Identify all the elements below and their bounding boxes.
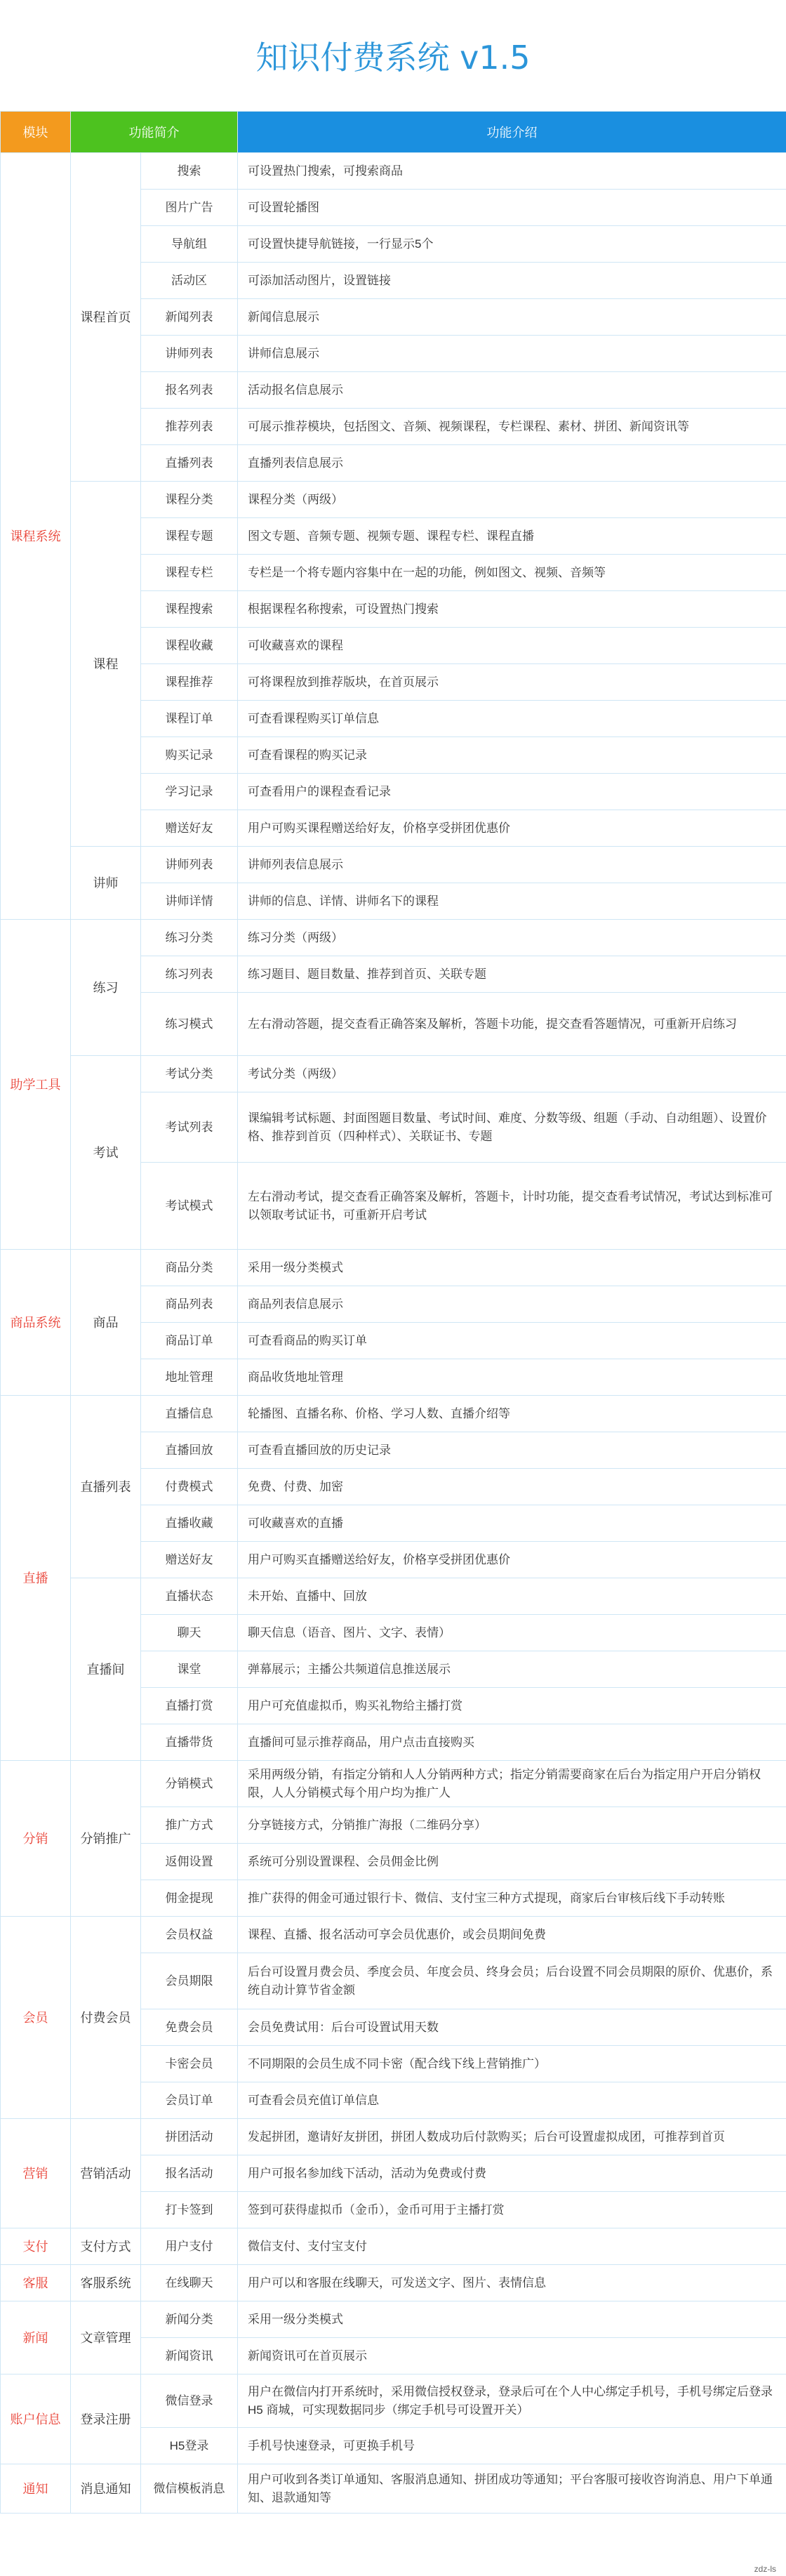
feature-description-cell: 用户可充值虚拟币，购买礼物给主播打赏 xyxy=(238,1688,786,1724)
module-cell: 直播 xyxy=(1,1396,71,1761)
feature-description-cell: 推广获得的佣金可通过银行卡、微信、支付宝三种方式提现，商家后台审核后线下手动转账 xyxy=(238,1880,786,1917)
table-row xyxy=(1,2265,786,2301)
feature-description-cell: 可查看课程购买订单信息 xyxy=(238,701,786,737)
feature-description-cell: 签到可获得虚拟币（金币），金币可用于主播打赏 xyxy=(238,2192,786,2228)
feature-name-cell: 会员期限 xyxy=(141,1953,238,2009)
feature-description-cell: 可查看用户的课程查看记录 xyxy=(238,774,786,810)
table-row xyxy=(1,920,786,956)
feature-name-cell: 直播列表 xyxy=(141,445,238,482)
table-row xyxy=(1,847,786,883)
table-body xyxy=(1,153,786,2514)
feature-description-cell: 用户可报名参加线下活动，活动为免费或付费 xyxy=(238,2155,786,2192)
feature-description-cell: 采用一级分类模式 xyxy=(238,2301,786,2338)
feature-name-cell: 付费模式 xyxy=(141,1469,238,1505)
feature-description-cell: 课程、直播、报名活动可享会员优惠价，或会员期间免费 xyxy=(238,1917,786,1953)
feature-description-cell: 手机号快速登录，可更换手机号 xyxy=(238,2428,786,2464)
group-cell: 消息通知 xyxy=(71,2464,141,2514)
table-row xyxy=(1,2301,786,2338)
feature-table xyxy=(0,111,786,2514)
feature-name-cell: 新闻资讯 xyxy=(141,2338,238,2374)
feature-description-cell: 会员免费试用：后台可设置试用天数 xyxy=(238,2009,786,2046)
feature-name-cell: 打卡签到 xyxy=(141,2192,238,2228)
feature-name-cell: 会员订单 xyxy=(141,2082,238,2119)
table-row xyxy=(1,482,786,518)
module-cell: 支付 xyxy=(1,2228,71,2265)
module-cell: 通知 xyxy=(1,2464,71,2514)
group-cell: 直播列表 xyxy=(71,1396,141,1578)
feature-name-cell: 直播带货 xyxy=(141,1724,238,1761)
feature-description-cell: 根据课程名称搜索，可设置热门搜索 xyxy=(238,591,786,628)
feature-name-cell: 赠送好友 xyxy=(141,810,238,847)
feature-name-cell: 商品订单 xyxy=(141,1323,238,1359)
module-cell: 账户信息 xyxy=(1,2374,71,2464)
feature-description-cell: 用户可购买直播赠送给好友，价格享受拼团优惠价 xyxy=(238,1542,786,1578)
feature-name-cell: 免费会员 xyxy=(141,2009,238,2046)
group-cell: 直播间 xyxy=(71,1578,141,1761)
feature-name-cell: 课程专题 xyxy=(141,518,238,555)
feature-name-cell: 新闻分类 xyxy=(141,2301,238,2338)
feature-name-cell: 考试列表 xyxy=(141,1092,238,1163)
feature-name-cell: 考试模式 xyxy=(141,1163,238,1250)
table-row xyxy=(1,1056,786,1092)
feature-description-cell: 可将课程放到推荐版块，在首页展示 xyxy=(238,664,786,701)
feature-description-cell: 发起拼团，邀请好友拼团，拼团人数成功后付款购买；后台可设置虚拟成团，可推荐到首页 xyxy=(238,2119,786,2155)
feature-name-cell: 讲师详情 xyxy=(141,883,238,920)
module-cell: 助学工具 xyxy=(1,920,71,1250)
feature-name-cell: 课程推荐 xyxy=(141,664,238,701)
feature-description-cell: 可展示推荐模块，包括图文、音频、视频课程，专栏课程、素材、拼团、新闻资讯等 xyxy=(238,409,786,445)
feature-name-cell: 商品列表 xyxy=(141,1286,238,1323)
page-title-bar xyxy=(0,0,786,111)
feature-description-cell: 直播列表信息展示 xyxy=(238,445,786,482)
group-cell: 课程首页 xyxy=(71,153,141,482)
watermark: zdz-ls xyxy=(754,2564,776,2574)
feature-description-cell: 用户可以和客服在线聊天，可发送文字、图片、表情信息 xyxy=(238,2265,786,2301)
module-cell: 商品系统 xyxy=(1,1250,71,1396)
feature-name-cell: 直播信息 xyxy=(141,1396,238,1432)
feature-name-cell: 佣金提现 xyxy=(141,1880,238,1917)
feature-description-cell: 分享链接方式，分销推广海报（二维码分享） xyxy=(238,1807,786,1844)
feature-name-cell: 搜索 xyxy=(141,153,238,190)
feature-description-cell: 可查看直播回放的历史记录 xyxy=(238,1432,786,1469)
feature-name-cell: 课程订单 xyxy=(141,701,238,737)
feature-name-cell: 课程专栏 xyxy=(141,555,238,591)
feature-name-cell: 购买记录 xyxy=(141,737,238,774)
feature-name-cell: 讲师列表 xyxy=(141,847,238,883)
feature-description-cell: 可设置轮播图 xyxy=(238,190,786,226)
module-cell: 会员 xyxy=(1,1917,71,2119)
feature-description-cell: 练习分类（两级） xyxy=(238,920,786,956)
feature-description-cell: 系统可分别设置课程、会员佣金比例 xyxy=(238,1844,786,1880)
feature-name-cell: 微信登录 xyxy=(141,2374,238,2428)
feature-name-cell: 推荐列表 xyxy=(141,409,238,445)
feature-name-cell: 微信模板消息 xyxy=(141,2464,238,2514)
feature-description-cell: 直播间可显示推荐商品，用户点击直接购买 xyxy=(238,1724,786,1761)
feature-name-cell: 课程收藏 xyxy=(141,628,238,664)
feature-description-cell: 左右滑动考试，提交查看正确答案及解析，答题卡，计时功能，提交查看考试情况，考试达到标准可以领取考试证书，可重新开启考试 xyxy=(238,1163,786,1250)
feature-description-cell: 微信支付、支付宝支付 xyxy=(238,2228,786,2265)
feature-name-cell: 赠送好友 xyxy=(141,1542,238,1578)
feature-description-cell: 练习题目、题目数量、推荐到首页、关联专题 xyxy=(238,956,786,993)
feature-name-cell: 课堂 xyxy=(141,1651,238,1688)
table-row xyxy=(1,2119,786,2155)
group-cell: 付费会员 xyxy=(71,1917,141,2119)
feature-description-cell: 考试分类（两级） xyxy=(238,1056,786,1092)
feature-name-cell: 直播收藏 xyxy=(141,1505,238,1542)
feature-description-cell: 可查看会员充值订单信息 xyxy=(238,2082,786,2119)
table-header-row xyxy=(1,112,786,153)
feature-name-cell: 讲师列表 xyxy=(141,336,238,372)
table-row xyxy=(1,1578,786,1615)
feature-description-cell: 左右滑动答题，提交查看正确答案及解析，答题卡功能，提交查看答题情况，可重新开启练习 xyxy=(238,993,786,1056)
feature-name-cell: 直播打赏 xyxy=(141,1688,238,1724)
table-row xyxy=(1,1761,786,1807)
feature-name-cell: 商品分类 xyxy=(141,1250,238,1286)
feature-name-cell: 新闻列表 xyxy=(141,299,238,336)
feature-description-cell: 专栏是一个将专题内容集中在一起的功能，例如图文、视频、音频等 xyxy=(238,555,786,591)
feature-name-cell: 练习模式 xyxy=(141,993,238,1056)
feature-name-cell: 课程搜索 xyxy=(141,591,238,628)
feature-description-cell: 用户可购买课程赠送给好友，价格享受拼团优惠价 xyxy=(238,810,786,847)
feature-name-cell: 考试分类 xyxy=(141,1056,238,1092)
feature-name-cell: 推广方式 xyxy=(141,1807,238,1844)
feature-name-cell: 图片广告 xyxy=(141,190,238,226)
feature-description-cell: 可查看课程的购买记录 xyxy=(238,737,786,774)
table-row xyxy=(1,2464,786,2514)
feature-name-cell: 直播状态 xyxy=(141,1578,238,1615)
header-func-detail: 功能介绍 xyxy=(238,112,786,153)
feature-description-cell: 用户在微信内打开系统时，采用微信授权登录，登录后可在个人中心绑定手机号，手机号绑定后登录H5 商城，可实现数据同步（绑定手机号可设置开关） xyxy=(238,2374,786,2428)
table-row xyxy=(1,1917,786,1953)
group-cell: 文章管理 xyxy=(71,2301,141,2374)
feature-description-cell: 可设置热门搜索，可搜索商品 xyxy=(238,153,786,190)
feature-description-cell: 商品列表信息展示 xyxy=(238,1286,786,1323)
feature-description-cell: 新闻资讯可在首页展示 xyxy=(238,2338,786,2374)
module-cell: 营销 xyxy=(1,2119,71,2228)
feature-description-cell: 可收藏喜欢的直播 xyxy=(238,1505,786,1542)
feature-name-cell: 分销模式 xyxy=(141,1761,238,1807)
group-cell: 商品 xyxy=(71,1250,141,1396)
feature-description-cell: 不同期限的会员生成不同卡密（配合线下线上营销推广） xyxy=(238,2046,786,2082)
header-module: 模块 xyxy=(1,112,71,153)
feature-name-cell: 导航组 xyxy=(141,226,238,263)
feature-name-cell: 会员权益 xyxy=(141,1917,238,1953)
module-cell: 分销 xyxy=(1,1761,71,1917)
group-cell: 登录注册 xyxy=(71,2374,141,2464)
group-cell: 讲师 xyxy=(71,847,141,920)
module-cell: 课程系统 xyxy=(1,153,71,920)
feature-name-cell: 聊天 xyxy=(141,1615,238,1651)
feature-name-cell: 返佣设置 xyxy=(141,1844,238,1880)
table-row xyxy=(1,2228,786,2265)
group-cell: 分销推广 xyxy=(71,1761,141,1917)
feature-description-cell: 免费、付费、加密 xyxy=(238,1469,786,1505)
group-cell: 营销活动 xyxy=(71,2119,141,2228)
feature-name-cell: 卡密会员 xyxy=(141,2046,238,2082)
group-cell: 考试 xyxy=(71,1056,141,1250)
feature-description-cell: 讲师列表信息展示 xyxy=(238,847,786,883)
feature-description-cell: 讲师信息展示 xyxy=(238,336,786,372)
feature-name-cell: 学习记录 xyxy=(141,774,238,810)
feature-name-cell: 活动区 xyxy=(141,263,238,299)
feature-description-cell: 弹幕展示；主播公共频道信息推送展示 xyxy=(238,1651,786,1688)
group-cell: 客服系统 xyxy=(71,2265,141,2301)
feature-description-cell: 用户可收到各类订单通知、客服消息通知、拼团成功等通知；平台客服可接收咨询消息、用户下单通知、退款通知等 xyxy=(238,2464,786,2514)
feature-description-cell: 轮播图、直播名称、价格、学习人数、直播介绍等 xyxy=(238,1396,786,1432)
feature-name-cell: 练习列表 xyxy=(141,956,238,993)
feature-description-cell: 未开始、直播中、回放 xyxy=(238,1578,786,1615)
feature-name-cell: 直播回放 xyxy=(141,1432,238,1469)
feature-description-cell: 商品收货地址管理 xyxy=(238,1359,786,1396)
feature-description-cell: 新闻信息展示 xyxy=(238,299,786,336)
feature-description-cell: 可添加活动图片，设置链接 xyxy=(238,263,786,299)
feature-description-cell: 后台可设置月费会员、季度会员、年度会员、终身会员；后台设置不同会员期限的原价、优惠价，系统自动计算节省金额 xyxy=(238,1953,786,2009)
group-cell: 支付方式 xyxy=(71,2228,141,2265)
feature-description-cell: 采用两级分销，有指定分销和人人分销两种方式；指定分销需要商家在后台为指定用户开启分销权限，人人分销模式每个用户均为推广人 xyxy=(238,1761,786,1807)
group-cell: 课程 xyxy=(71,482,141,847)
header-func-intro: 功能简介 xyxy=(71,112,238,153)
group-cell: 练习 xyxy=(71,920,141,1056)
feature-description-cell: 可设置快捷导航链接，一行显示5个 xyxy=(238,226,786,263)
feature-description-cell: 聊天信息（语音、图片、文字、表情） xyxy=(238,1615,786,1651)
module-cell: 客服 xyxy=(1,2265,71,2301)
feature-name-cell: 报名活动 xyxy=(141,2155,238,2192)
feature-description-cell: 课编辑考试标题、封面图题目数量、考试时间、难度、分数等级、组题（手动、自动组题）、设置价格、推荐到首页（四种样式）、关联证书、专题 xyxy=(238,1092,786,1163)
feature-description-cell: 讲师的信息、详情、讲师名下的课程 xyxy=(238,883,786,920)
table-row xyxy=(1,2374,786,2428)
feature-name-cell: 用户支付 xyxy=(141,2228,238,2265)
feature-description-cell: 图文专题、音频专题、视频专题、课程专栏、课程直播 xyxy=(238,518,786,555)
feature-description-cell: 可查看商品的购买订单 xyxy=(238,1323,786,1359)
feature-description-cell: 课程分类（两级） xyxy=(238,482,786,518)
page-title: 知识付费系统 v1.5 xyxy=(255,39,531,77)
table-row xyxy=(1,153,786,190)
feature-name-cell: 在线聊天 xyxy=(141,2265,238,2301)
module-cell: 新闻 xyxy=(1,2301,71,2374)
feature-name-cell: 课程分类 xyxy=(141,482,238,518)
feature-name-cell: 拼团活动 xyxy=(141,2119,238,2155)
table-row xyxy=(1,1396,786,1432)
feature-description-cell: 可收藏喜欢的课程 xyxy=(238,628,786,664)
feature-description-cell: 活动报名信息展示 xyxy=(238,372,786,409)
feature-name-cell: 练习分类 xyxy=(141,920,238,956)
feature-description-cell: 采用一级分类模式 xyxy=(238,1250,786,1286)
feature-name-cell: 地址管理 xyxy=(141,1359,238,1396)
feature-name-cell: H5登录 xyxy=(141,2428,238,2464)
table-row xyxy=(1,1250,786,1286)
feature-name-cell: 报名列表 xyxy=(141,372,238,409)
